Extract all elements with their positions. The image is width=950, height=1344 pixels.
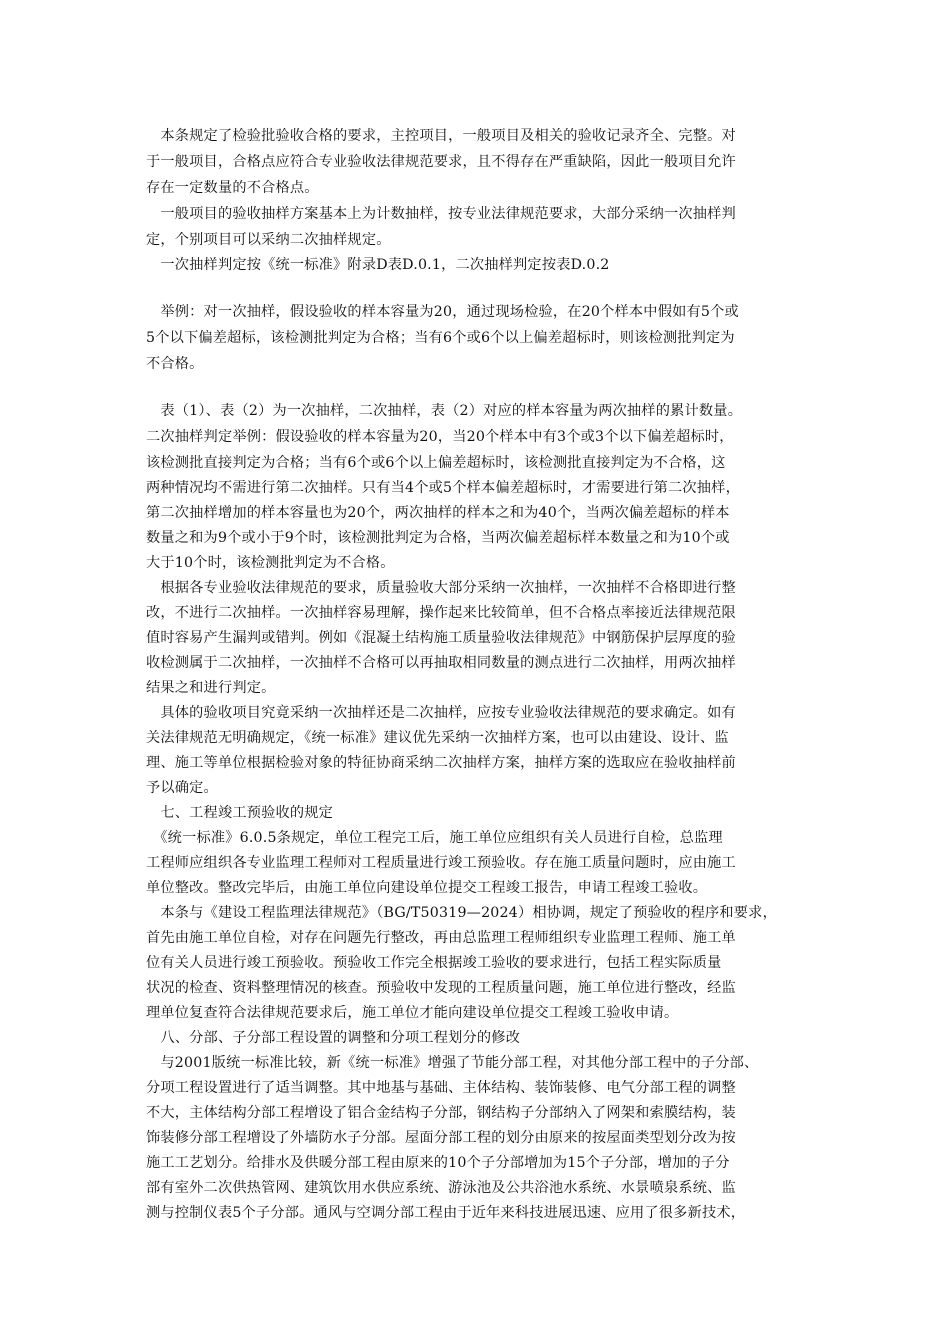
text-line: 饰装修分部工程增设了外墙防水子分部。屋面分部工程的划分由原来的按屋面类型划分改为按 — [146, 1130, 736, 1146]
text-line: 测与控制仪表5个子分部。通风与空调分部工程由于近年来科技进展迅速、应用了很多新技术， — [146, 1205, 746, 1221]
text-line: 5个以下偏差超标，该检测批判定为合格；当有6个或6个以上偏差超标时，则该检测批判定为 — [146, 330, 735, 346]
text-line: 第二次抽样增加的样本容量也为20个，两次抽样的样本之和为40个，当两次偏差超标的样本 — [146, 505, 730, 521]
text-line: 理单位复查符合法律规范要求后，施工单位才能向建设单位提交工程竣工验收申请。 — [146, 1005, 679, 1021]
text-line: 两种情况均不需进行第二次抽样。只有当4个或5个样本偏差超标时，才需要进行第二次抽样， — [146, 480, 740, 496]
text-line: 分项工程设置进行了适当调整。其中地基与基础、主体结构、装饰装修、电气分部工程的调整 — [146, 1080, 736, 1096]
text-line: 本条规定了检验批验收合格的要求，主控项目，一般项目及相关的验收记录齐全、完整。对 — [146, 128, 736, 144]
text-line: 改，不进行二次抽样。一次抽样容易理解，操作起来比较简单，但不合格点率接近法律规范限 — [146, 605, 736, 621]
text-line: 施工工艺划分。给排水及供暖分部工程由原来的10个子分部增加为15个子分部，增加的子分 — [146, 1155, 730, 1171]
text-line: 具体的验收项目究竟采纳一次抽样还是二次抽样，应按专业验收法律规范的要求确定。如有 — [146, 705, 736, 721]
text-line: 理、施工等单位根据检验对象的特征协商采纳二次抽样方案，抽样方案的选取应在验收抽样前 — [146, 755, 736, 771]
text-line: 状况的检查、资料整理情况的核查。预验收中发现的工程质量问题，施工单位进行整改，经监 — [146, 980, 736, 996]
text-line: 大于10个时，该检测批判定为不合格。 — [146, 555, 395, 571]
text-line: 定，个别项目可以采纳二次抽样规定。 — [146, 232, 391, 248]
text-line: 不大，主体结构分部工程增设了铝合金结构子分部，钢结构子分部纳入了网架和索膜结构，装 — [146, 1105, 736, 1121]
text-line: 不合格。 — [146, 356, 204, 372]
text-line: 表（1）、表（2）为一次抽样，二次抽样，表（2）对应的样本容量为两次抽样的累计数量。 — [146, 403, 743, 419]
text-line: 关法律规范无明确规定，《统一标准》建议优先采纳一次抽样方案，也可以由建设、设计、监 — [146, 730, 729, 746]
text-line: 二次抽样判定举例：假设验收的样本容量为20，当20个样本中有3个或3个以下偏差超标时， — [146, 429, 734, 445]
text-line: 收检测属于二次抽样，一次抽样不合格可以再抽取相同数量的测点进行二次抽样，用两次抽样 — [146, 655, 736, 671]
text-line: 予以确定。 — [146, 780, 218, 796]
text-line: 工程师应组织各专业监理工程师对工程质量进行竣工预验收。存在施工质量问题时，应由施工 — [146, 855, 736, 871]
text-line: 一次抽样判定按《统一标准》附录D表D.0.1，二次抽样判定按表D.0.2 — [146, 257, 610, 273]
text-line: 根据各专业验收法律规范的要求，质量验收大部分采纳一次抽样，一次抽样不合格即进行整 — [146, 580, 736, 596]
text-line: 结果之和进行判定。 — [146, 680, 276, 696]
text-line: 于一般项目，合格点应符合专业验收法律规范要求，且不得存在严重缺陷，因此一般项目允许 — [146, 154, 736, 170]
text-line: 本条与《建设工程监理法律规范》（BG/T50319—2024）相协调，规定了预验收的程序和要求， — [146, 905, 777, 921]
text-line: 与2001版统一标准比较，新《统一标准》增强了节能分部工程，对其他分部工程中的子分部、 — [146, 1055, 759, 1071]
text-line: 值时容易产生漏判或错判。例如《混凝土结构施工质量验收法律规范》中钢筋保护层厚度的验 — [146, 630, 736, 646]
text-line: 单位整改。整改完毕后，由施工单位向建设单位提交工程竣工报告，申请工程竣工验收。 — [146, 880, 708, 896]
text-line: 该检测批直接判定为合格；当有6个或6个以上偏差超标时，该检测批直接判定为不合格，这 — [146, 455, 726, 471]
text-line: 一般项目的验收抽样方案基本上为计数抽样，按专业法律规范要求，大部分采纳一次抽样判 — [146, 206, 736, 222]
section-heading: 八、分部、子分部工程设置的调整和分项工程划分的修改 — [146, 1030, 521, 1046]
text-line: 存在一定数量的不合格点。 — [146, 180, 319, 196]
text-line: 数量之和为9个或小于9个时，该检测批判定为合格，当两次偏差超标样本数量之和为10个或 — [146, 530, 730, 546]
text-line: 举例：对一次抽样，假设验收的样本容量为20，通过现场检验，在20个样本中假如有5个或 — [146, 304, 739, 320]
text-line: 位有关人员进行竣工预验收。预验收工作完全根据竣工验收的要求进行，包括工程实际质量 — [146, 955, 722, 971]
section-heading: 七、工程竣工预验收的规定 — [146, 805, 334, 821]
text-line: 《统一标准》6.0.5条规定，单位工程完工后，施工单位应组织有关人员进行自检，总监理 — [146, 830, 723, 846]
text-line: 部有室外二次供热管网、建筑饮用水供应系统、游泳池及公共浴池水系统、水景喷泉系统、监 — [146, 1180, 736, 1196]
text-line: 首先由施工单位自检，对存在问题先行整改，再由总监理工程师组织专业监理工程师、施工单 — [146, 930, 736, 946]
